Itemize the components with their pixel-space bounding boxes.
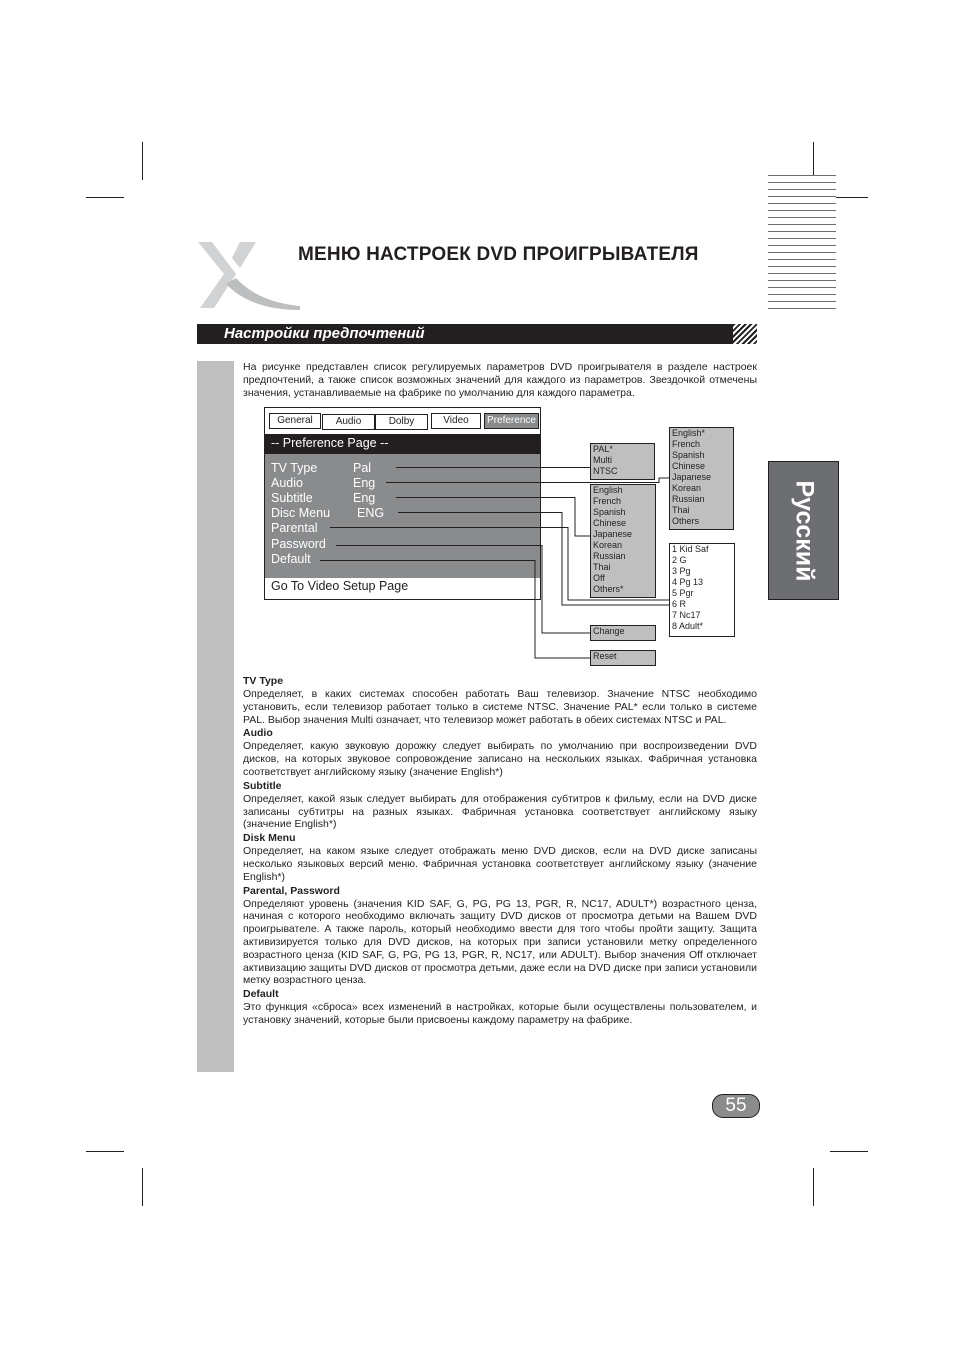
option-item: Others*	[593, 584, 624, 594]
option-item: Multi	[593, 455, 613, 465]
desc-text: Это функция «сброса» всех изменений в настройках, которые были осуществлены пользователем, и установку значений, которые были присвоены каждому параметру на фабрике.	[243, 1001, 757, 1026]
menu-value-disc-menu: ENG	[357, 506, 385, 520]
connector-default	[320, 561, 590, 659]
desc-text: Определяет, какой язык следует выбирать для отображения субтитров к фильму, если на DVD диске записаны субтитры на разных языках. Фабричная установка соответствует английскому языку (значение English*)	[243, 792, 757, 831]
desc-text: Определяет, на каком языке следует отображать меню DVD дисков, если на DVD диске записаны несколько языковых версий меню. Фабричная установка соответствует английскому языку (значение English*)	[243, 845, 757, 883]
tab-video[interactable]: Video	[431, 413, 481, 429]
options-subtitle	[590, 484, 656, 598]
option-item: 7 Nc17	[672, 610, 701, 620]
options-password	[590, 625, 656, 641]
page-number: 55	[712, 1094, 760, 1118]
option-item: Thai	[672, 505, 690, 515]
menu-value-audio: Eng	[353, 476, 376, 490]
tab-general[interactable]: General	[269, 413, 321, 429]
menu-value-tv-type: Pal	[353, 461, 372, 475]
desc-heading: Disk Menu	[243, 832, 296, 845]
option-item: 2 G	[672, 555, 687, 565]
option-item: French	[672, 439, 701, 449]
menu-item-tv-type[interactable]: TV Type	[271, 461, 318, 475]
menu-item-subtitle[interactable]: Subtitle	[271, 491, 313, 505]
desc-heading: Default	[243, 988, 279, 1001]
option-item: Thai	[593, 562, 611, 572]
option-item: Russian	[672, 494, 705, 504]
desc-heading: Audio	[243, 727, 273, 740]
intro-paragraph: На рисунке представлен список регулируемых параметров DVD проигрывателя в разделе настроек предпочтений, а также список возможных значений для каждого из параметров. Звездочкой отмечены значения, устанавливаемые на фабрике по умолчанию для каждого параметра.	[243, 361, 757, 399]
option-item: English	[593, 485, 623, 495]
menu-item-disc-menu[interactable]: Disc Menu	[271, 506, 331, 520]
option-item: Korean	[672, 483, 702, 493]
options-default	[590, 650, 656, 666]
option-item: 5 Pgr	[672, 588, 694, 598]
desc-text: Определяют уровень (значения KID SAF, G, PG, PG 13, PGR, R, NC17, ADULT*) возрастного ценза, начиная с которого необходимо включать защиту DVD дисков от просмотра детьми на Вашем DVD проигрывателе. А также пароль, который необходимо ввести для того чтобы пройти защиту. Защита активизируется только для DVD дисков, на которых при записи установили метку определенного возрастного ценза (KID SAF, G, PG, PG 13, PGR, R, NC17, или ADULT). Выбор значения Off отключает активизацию защиты DVD дисков от просмотра детьми, даже если на DVD диске при записи установили метку возрастного ценза.	[243, 897, 757, 987]
option-item: Reset	[593, 651, 617, 661]
tab-audio[interactable]: Audio	[322, 414, 375, 430]
tab-preference[interactable]: Preference	[484, 413, 539, 429]
option-item: 3 Pg	[672, 566, 691, 576]
options-tv-type	[590, 443, 655, 480]
desc-text: Определяет, в каких системах способен работать Ваш телевизор. Значение NTSC необходимо установить, если телевизор работает только в системе NTSC. Значение PAL* если только в системе PAL. Выбор значения Multi означает, что телевизор может работать в обеих системах NTSC и PAL.	[243, 688, 757, 726]
desc-heading: TV Type	[243, 675, 284, 687]
option-item: Japanese	[593, 529, 633, 539]
option-item: Spanish	[672, 450, 705, 460]
option-item: 8 Adult*	[672, 621, 704, 631]
menu-header: -- Preference Page --	[265, 434, 540, 454]
option-item: 6 R	[672, 599, 687, 609]
section-title: Настройки предпочтений	[224, 325, 425, 342]
page-title: МЕНЮ НАСТРОЕК DVD ПРОИГРЫВАТЕЛЯ	[298, 244, 699, 265]
menu-value-subtitle: Eng	[353, 491, 376, 505]
option-item: PAL*	[593, 444, 613, 454]
options-audio	[669, 427, 734, 530]
option-item: Off	[593, 573, 605, 583]
menu-item-parental[interactable]: Parental	[271, 521, 318, 535]
menu-item-default[interactable]: Default	[271, 552, 311, 566]
option-item: Chinese	[593, 518, 627, 528]
parameter-descriptions	[243, 675, 757, 1028]
option-item: 1 Kid Saf	[672, 544, 709, 554]
option-item: Japanese	[672, 472, 712, 482]
connector-subtitle	[396, 498, 590, 537]
option-item: 4 Pg 13	[672, 577, 704, 587]
option-item: Russian	[593, 551, 626, 561]
menu-item-password[interactable]: Password	[271, 537, 326, 551]
option-item: Spanish	[593, 507, 626, 517]
option-item: English*	[672, 428, 706, 438]
menu-item-audio[interactable]: Audio	[271, 476, 303, 490]
option-item: Korean	[593, 540, 623, 550]
desc-heading: Subtitle	[243, 779, 282, 792]
tab-dolby[interactable]: Dolby	[375, 414, 428, 430]
option-item: Change	[593, 626, 625, 636]
connector-password	[336, 546, 590, 634]
language-side-tab-label: Русский	[790, 479, 818, 582]
option-item: Chinese	[672, 461, 706, 471]
desc-text: Определяет, какую звуковую дорожку следует выбирать по умолчанию при воспроизведении DVD дисков, на которых звуковое сопровождение записано на нескольких языках. Фабричная установка соответствует английскому языку (значение English*)	[243, 740, 757, 778]
option-item: French	[593, 496, 622, 506]
option-item: Others	[672, 516, 700, 526]
options-parental	[669, 543, 735, 637]
desc-heading: Parental, Password	[243, 884, 340, 897]
menu-footer-link[interactable]: Go To Video Setup Page	[271, 579, 409, 593]
option-item: NTSC	[593, 466, 618, 476]
